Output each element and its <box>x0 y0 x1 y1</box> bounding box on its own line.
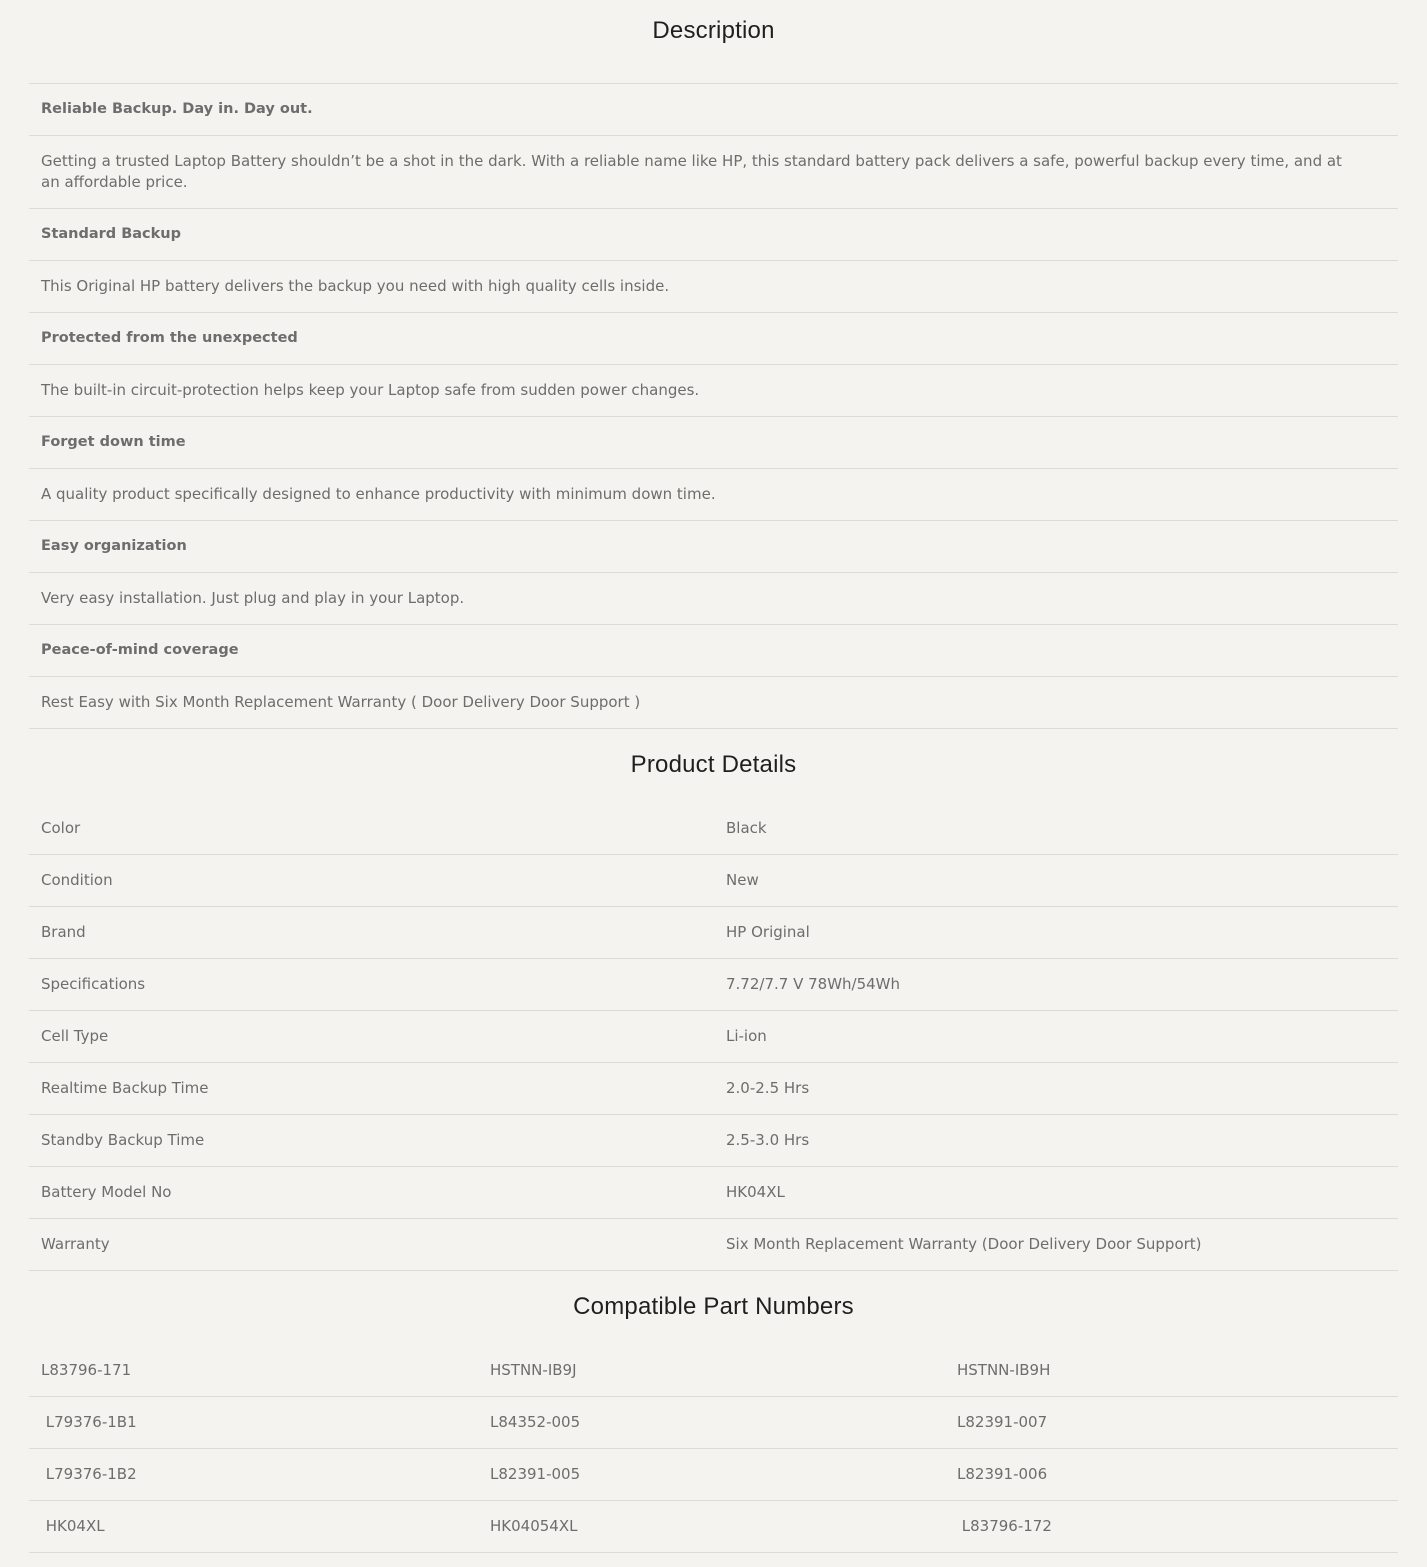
description-row <box>29 261 1398 313</box>
part-number: HK04XL <box>41 1517 105 1535</box>
detail-value: 7.72/7.7 V 78Wh/54Wh <box>726 975 901 993</box>
description-row <box>29 209 1398 261</box>
part-row <box>29 1449 1398 1501</box>
description-paragraph: The built-in circuit-protection helps keep your Laptop safe from sudden power changes. <box>41 381 700 399</box>
detail-value: New <box>726 871 759 889</box>
description-row <box>29 469 1398 521</box>
product-details-title: Product Details <box>630 751 797 778</box>
detail-row <box>29 959 1398 1011</box>
detail-label: Realtime Backup Time <box>41 1079 209 1097</box>
detail-label: Specifications <box>41 975 146 993</box>
detail-value: Black <box>726 819 767 837</box>
part-number: L79376-1B2 <box>41 1465 137 1483</box>
description-row <box>29 625 1398 677</box>
detail-label: Cell Type <box>41 1027 109 1045</box>
part-number: L82391-007 <box>957 1413 1048 1431</box>
description-row <box>29 313 1398 365</box>
description-row <box>29 136 1398 209</box>
detail-row <box>29 803 1398 855</box>
detail-row <box>29 907 1398 959</box>
description-heading: Standard Backup <box>41 226 182 242</box>
detail-row <box>29 1115 1398 1167</box>
detail-row <box>29 1011 1398 1063</box>
description-row <box>29 677 1398 729</box>
part-number: L82391-006 <box>957 1465 1048 1483</box>
detail-label: Battery Model No <box>41 1183 172 1201</box>
description-paragraph: Rest Easy with Six Month Replacement Warranty ( Door Delivery Door Support ) <box>41 693 641 711</box>
description-row <box>29 417 1398 469</box>
description-row <box>29 365 1398 417</box>
part-number: L83796-172 <box>957 1517 1052 1535</box>
part-number: L84352-005 <box>490 1413 581 1431</box>
detail-row <box>29 855 1398 907</box>
detail-label: Standby Backup Time <box>41 1131 205 1149</box>
detail-label: Brand <box>41 923 86 941</box>
detail-value: HK04XL <box>726 1183 785 1201</box>
description-paragraph: This Original HP battery delivers the backup you need with high quality cells inside. <box>41 277 670 295</box>
description-row <box>29 573 1398 625</box>
description-heading: Forget down time <box>41 434 186 450</box>
detail-label: Condition <box>41 871 113 889</box>
part-number: L79376-1B1 <box>41 1413 137 1431</box>
part-number: L82391-005 <box>490 1465 581 1483</box>
detail-label: Color <box>41 819 81 837</box>
detail-value: Six Month Replacement Warranty (Door Delivery Door Support) <box>726 1235 1202 1253</box>
description-heading: Peace-of-mind coverage <box>41 642 239 658</box>
detail-row <box>29 1167 1398 1219</box>
description-paragraph: A quality product specifically designed to enhance productivity with minimum down time. <box>41 485 716 503</box>
detail-value: HP Original <box>726 923 810 941</box>
description-paragraph: Very easy installation. Just plug and play in your Laptop. <box>41 589 465 607</box>
detail-value: Li-ion <box>726 1027 767 1045</box>
detail-row <box>29 1063 1398 1115</box>
part-number: HK04054XL <box>490 1517 578 1535</box>
description-title: Description <box>652 17 775 44</box>
compatible-parts-table <box>29 1345 1398 1553</box>
description-heading: Easy organization <box>41 538 187 554</box>
compatible-parts-title: Compatible Part Numbers <box>573 1293 854 1320</box>
description-heading: Reliable Backup. Day in. Day out. <box>41 101 313 117</box>
description-row <box>29 84 1398 136</box>
part-number: L83796-171 <box>41 1361 132 1379</box>
detail-value: 2.0-2.5 Hrs <box>726 1079 810 1097</box>
detail-label: Warranty <box>41 1235 110 1253</box>
part-row <box>29 1345 1398 1397</box>
description-heading: Protected from the unexpected <box>41 330 298 346</box>
description-list <box>29 83 1398 729</box>
product-details-table <box>29 803 1398 1271</box>
description-paragraph: Getting a trusted Laptop Battery shouldn’t be a shot in the dark. With a reliable name like HP, this standard battery pack delivers a safe, powerful backup every time, and at an affordable price. <box>41 152 1342 191</box>
detail-value: 2.5-3.0 Hrs <box>726 1131 810 1149</box>
part-row <box>29 1397 1398 1449</box>
description-row <box>29 521 1398 573</box>
detail-row <box>29 1219 1398 1271</box>
part-number: HSTNN-IB9H <box>957 1361 1051 1379</box>
part-number: HSTNN-IB9J <box>490 1361 577 1379</box>
part-row <box>29 1501 1398 1553</box>
